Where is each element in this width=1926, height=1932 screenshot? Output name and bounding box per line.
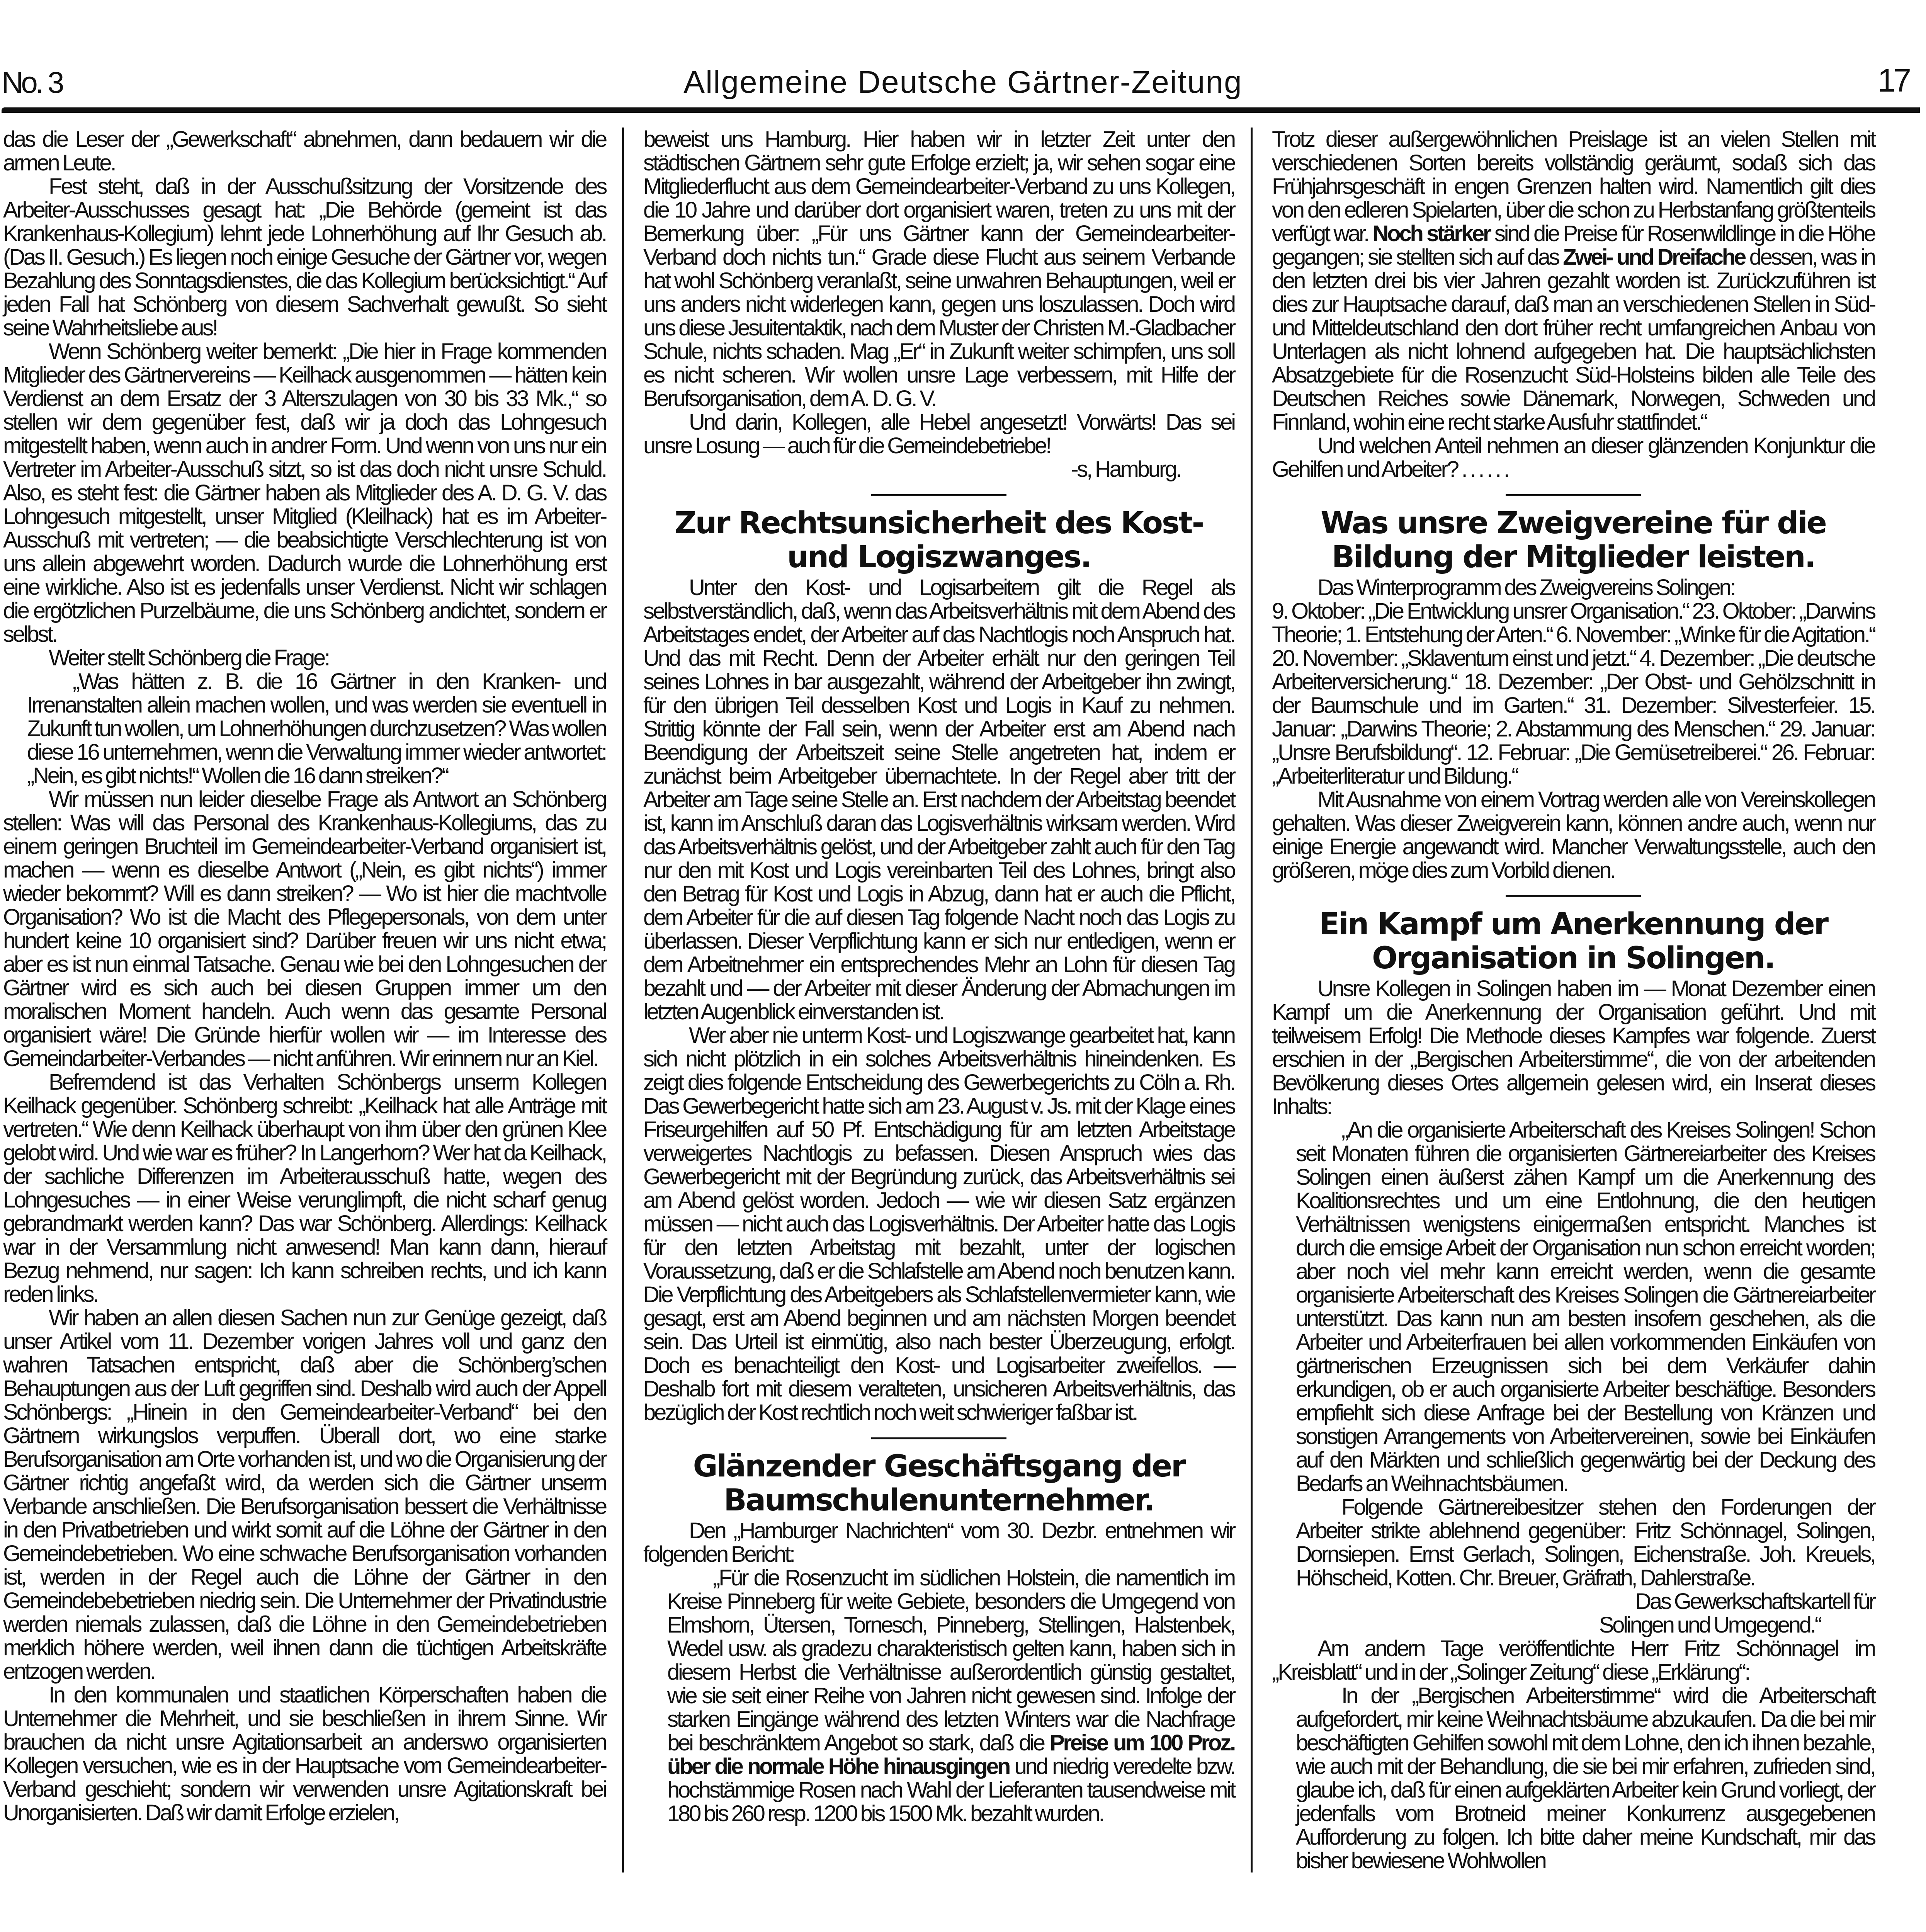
quote-signature: Das Gewerkschaftskartell für [1635,1589,1875,1614]
article-paragraph: Weiter stellt Schönberg die Frage: [49,645,329,670]
article-paragraph: Wer aber nie unterm Kost- und Logiszwange gearbeitet hat, kann sich nicht plötzlich in ein solches Arbeitsverhältnis hineindenken. Es zeigt dies folgende Entscheidung des Gewerbegerichts zu Cöln a. Rh. Das Gewerbegericht hatte sich am 23. August v. Js. mit der Klage eines Friseurgehilfen auf 50 Pf. Entschädigung für am letzten Arbeitstage verweigertes Nachtlogis zu befassen. Diesen Anspruch wies das Gewerbegericht mit der Begründung zurück, das Arbeitsverhältnis sei am Abend gelöst worden. Jedoch — wie wir diesen Satz ergänzen müssen — nicht auch das Logisverhältnis. Der Arbeiter hatte das Logis für den letzten Arbeitstag mit bezahlt, unter der logischen Voraussetzung, daß er die Schlafstelle am Abend noch benutzen kann. Die Verpflichtung des Arbeitgebers als Schlafstellenvermieter kann, wie gesagt, erst am Abend beginnen und am nächsten Morgen beendet sein. Das Urteil ist einmütig, also nach bester Überzeugung, erfolgt. Doch es benachteiligt den Kost- und Logisarbeiter zweifellos. — Deshalb fort mit diesem veralteten, unsicheren Arbeitsverhältnis, das bezüglich der Kost rechtlich noch weit schwieriger faßbar ist. [643,1023,1234,1425]
column-1 [3,128,606,1825]
quote-text: und niedrig veredelte bzw. hochstämmige Rosen nach Wahl der Lieferanten tausendweise mit 180 bis 260 resp. 1200 bis 1500 Mk. bezahlt wurden. [667,1754,1234,1826]
article-geschaeftsgang [643,1449,1234,1825]
article-paragraph: Am andern Tage veröffentlichte Herr Fritz Schönnagel im „Kreisblatt“ und in der „Solinger Zeitung“ diese „Erklärung“: [1272,1636,1875,1685]
quote-signature: Solingen und Umgegend.“ [1599,1612,1821,1638]
article-rechtsunsicherheit [643,506,1234,1424]
quote-text: sind die Preise für Rosenwildlinge in die Höhe gegangen; sie stellten sich auf das [1272,221,1875,270]
column-divider [1251,128,1253,1872]
masthead [0,0,1926,116]
column-divider [622,128,624,1872]
article-paragraph: Den „Hamburger Nachrichten“ vom 30. Dezbr. entnehmen wir folgenden Bericht: [643,1518,1234,1567]
page-number: 17 [1877,62,1909,99]
block-quote: In der „Bergischen Arbeiterstimme“ wird die Arbeiterschaft aufgefordert, mir keine Weihnachtsbäume abzukaufen. Da die bei mir beschäftigten Gehilfen sowohl mit dem Lohne, den ich ihnen bezahle, wie auch mit der Behandlung, die sie bei mir erfahren, zufrieden sind, glaube ich, daß für einen aufgeklärten Arbeiter kein Grund vorliegt, der jedenfalls vom Brotneid meiner Konkurrenz ausgegebenen Aufforderung zu folgen. Ich bitte daher meine Kundschaft, mir das bisher bewiesene Wohlwollen [1296,1683,1875,1873]
quote-text: Trotz dieser außergewöhnlichen Preislage ist an vielen Stellen mit verschiedenen Sorten bereits vollständig geräumt, sodaß sich das Frühjahrsgeschäft in engen Grenzen halten wird. Namentlich gilt dies von den edleren Spielarten, über die schon zu Herbstanfang größtenteils verfügt war. [1272,127,1875,246]
article-paragraph: Wir müssen nun leider dieselbe Frage als Antwort an Schönberg stellen: Was will das Personal des Krankenhaus-Kollegiums, das zu einem geringen Bruchteil im Gemeindearbeiter-Verband organisiert ist, machen — wenn es dieselbe Antwort („Nein, es gibt nichts“) immer wieder bekommt? Will es dann streiken? — Wo ist hier die machtvolle Organisation? Wo ist die Macht des Pflegepersonals, von dem unter hundert keine 10 organisiert sind? Darüber freuen wir uns nicht etwa; aber es ist nun einmal Tatsache. Genau wie bei den Lohngesuchen der Gärtner wird es sich auch bei diesen Gruppen immer um den moralischen Moment handeln. Auch wenn das gesamte Personal organisiert wäre! Die Gründe hierfür wollen wir — im Interesse des Gemeindarbeiter-Verbandes — nicht anführen. Wir erinnern nur an Kiel. [3,787,606,1071]
page-columns [0,128,1926,1872]
emphasis-text: Noch stärker [1372,221,1490,246]
article-continuation-paragraph: beweist uns Hamburg. Hier haben wir in letzter Zeit unter den städtischen Gärtnern sehr gute Erfolge erzielt; ja, wir sehen sogar eine Mitgliederflucht aus dem Gemeindearbeiter-Verband zu uns Kollegen, die 10 Jahre und darüber dort organisiert waren, treten zu uns mit der Bemerkung über: „Für uns Gärtner kann der Gemeindearbeiter-Verband doch nichts tun.“ Grade diese Flucht aus seinem Verbande hat wohl Schönberg veranlaßt, seine unwahren Behauptungen, weil er uns anders nicht widerlegen kann, gegen uns loszulassen. Doch wird uns diese Jesuitentaktik, nach dem Muster der Christen M.-Gladbacher Schule, nichts schaden. Mag „Er“ in Zukunft weiter schimpfen, uns soll es nicht scheren. Wir wollen unsre Lage verbessern, mit Hilfe der Berufsorganisation, dem A. D. G. V. [643,127,1234,411]
section-separator [1506,895,1641,897]
article-paragraph: Wir haben an allen diesen Sachen nun zur Genüge gezeigt, daß unser Artikel vom 11. Dezember vorigen Jahres voll und ganz den wahren Tatsachen entspricht, daß aber die Schönberg’schen Behauptungen aus der Luft gegriffen sind. Deshalb wird auch der Appell Schönbergs: „Hinein in den Gemeindearbeiter-Verband“ bei den Gärtnern wirkungslos verpuffen. Überall dort, wo eine starke Berufsorganisation am Orte vorhanden ist, und wo die Organisierung der Gärtner richtig angefaßt wird, da werden sich die Gärtner unserm Verbande anschließen. Die Berufsorganisation bessert die Verhältnisse in den Privatbetrieben und wirkt somit auf die Löhne der Gärtner in den Gemeindebetrieben. Wo eine schwache Berufsorganisation vorhanden ist, werden in der Regel auch die Löhne der Gärtner in den Gemeindebebetrieben niedrig sein. Die Unternehmer der Privatindustrie werden niemals zulassen, daß die Löhne in den Gemeindebetrieben merklich höhere werden, weil ihnen dann die tüchtigen Arbeitskräfte entzogen werden. [3,1305,606,1684]
headline: Was unsre Zweigvereine für die Bildung der Mitglieder leisten. [1321,506,1826,575]
article-paragraph: Und darin, Kollegen, alle Hebel angesetzt! Vorwärts! Das sei unsre Losung — auch für die Gemeindebetriebe! [643,410,1234,458]
block-quote: „Was hätten z. B. die 16 Gärtner in den Kranken- und Irrenanstalten allein machen wollen, und was werden sie eventuell in Zukunft tun wollen, um Lohnerhöhungen durchzusetzen? Was wollen diese 16 unternehmen, wenn die Verwaltung immer wieder antwortet: „Nein, es gibt nichts!“ Wollen die 16 dann streiken?“ [27,669,606,788]
article-paragraph: Und welchen Anteil nehmen an dieser glänzenden Konjunktur die Gehilfen und Arbeiter? . . . . . . [1272,433,1875,482]
headline: Glänzender Geschäftsgang der Baumschulenunternehmer. [693,1449,1185,1518]
article-paragraph: Unsre Kollegen in Solingen haben im — Monat Dezember einen Kampf um die Anerkennung der Organisation geführt. Und mit teilweisem Erfolg! Die Methode dieses Kampfes war folgende. Zuerst erschien in der „Bergischen Arbeiterstimme“, die von der arbeitenden Bevölkerung dieses Ortes allgemein gelesen wird, ein Inserat dieses Inhalts: [1272,976,1875,1119]
section-separator [1506,494,1641,496]
block-quote: Folgende Gärtnereibesitzer stehen den Forderungen der Arbeiter strikte ablehnend gegenüber: Fritz Schönnagel, Solingen, Dornsiepen. Ernst Gerlach, Solingen, Eichenstraße. Joh. Kreuels, Höhscheid, Kotten. Chr. Breuer, Gräfrath, Dahlerstraße. [1296,1495,1875,1590]
article-kampf-solingen [1272,907,1875,1872]
headline: Ein Kampf um Anerkennung der Organisation in Solingen. [1319,907,1828,976]
block-quote-continuation [1272,128,1875,434]
article-paragraph: Das Winterprogramm des Zweigvereins Solingen: [1317,575,1735,600]
article-paragraph: In den kommunalen und staatlichen Körperschaften haben die Unternehmer die Mehrheit, und sie beschließen in ihrem Sinne. Wir brauchen da nicht unsre Agitationsarbeit an anderswo organisierten Kollegen versuchen, wie es in der Hauptsache vom Gemeindearbeiter-Verband geschieht; sondern wir verwenden unsre Agitationskraft bei Unorganisierten. Daß wir damit Erfolge erzielen, [3,1682,606,1825]
newspaper-title: Allgemeine Deutsche Gärtner-Zeitung [683,65,1243,100]
author-signature: -s, Hamburg. [1071,457,1180,482]
emphasis-text: Zwei- und Dreifache [1563,245,1745,270]
block-quote: „An die organisierte Arbeiterschaft des Kreises Solingen! Schon seit Monaten führen die organisierten Gärtnereiarbeiter des Kreises Solingen einen äußerst zähen Kampf um die Anerkennung des Koalitionsrechtes und um eine Entlohnung, die den heutigen Verhältnissen wenigstens einigermaßen entspricht. Manches ist durch die emsige Arbeit der Organisation nun schon erreicht worden; aber noch viel mehr kann erreicht werden, wenn die gesamte organisierte Arbeiterschaft des Kreises Solingen die Gärtnereiarbeiter unterstützt. Das kann nun am besten insofern geschehen, als die Arbeiter und Arbeiterfrauen bei allen vorkommenden Einkäufen von gärtnerischen Erzeugnissen sich bei dem Verkäufer dahin erkundigen, ob er auch organisierte Arbeiter beschäftige. Besonders empfiehlt sich diese Anfrage bei der Bestellung von Kränzen und sonstigen Arrangements von Arbeitervereinen, sowie bei Einkäufen auf den Märkten und schließlich gegenwärtig bei der Deckung des Bedarfs an Weihnachtsbäumen. [1296,1117,1875,1496]
headline: Zur Rechtsunsicherheit des Kost- und Logiszwanges. [674,506,1204,575]
block-quote [643,1566,1234,1825]
column-2 [643,128,1234,1825]
quote-text: „Für die Rosenzucht im südlichen Holstein, die namentlich im Kreise Pinneberg für weite Gebiete, besonders die Umgegend von Elmshorn, Ütersen, Tornesch, Pinneberg, Stellingen, Halstenbek, Wedel usw. als gradezu charakteristisch gelten kann, haben sich in diesem Herbst die Verhältnisse außerordentlich günstig gestaltet, wie sie seit einer Reihe von Jahren nicht gewesen sind. Infolge der starken Eingänge während des letzten Winters war die Nachfrage bei beschränktem Angebot so stark, daß die [667,1565,1234,1755]
article-paragraph: Mit Ausnahme von einem Vortrag werden alle von Vereinskollegen gehalten. Was dieser Zweigverein kann, können andre auch, wenn nur einige Energie angewandt wird. Mancher Verwaltungsstelle, auch den größeren, möge dies zum Vorbild dienen. [1272,787,1875,883]
section-separator [871,494,1006,496]
issue-number: No. 3 [2,65,62,99]
article-paragraph: Unter den Kost- und Logisarbeitern gilt die Regel als selbstverständlich, daß, wenn das Arbeitsverhältnis mit dem Abend des Arbeitstages endet, der Arbeiter auf das Nachtlogis noch Anspruch hat. Und das mit Recht. Denn der Arbeiter erhält nur den geringen Teil seines Lohnes in bar ausgezahlt, während der Arbeitgeber ihn zwingt, für den übrigen Teil desselben Kost und Logis in Kauf zu nehmen. Strittig könnte der Fall sein, wenn der Arbeiter erst am Abend nach Beendigung der Arbeitszeit seine Stelle angetreten hat, indem er zunächst beim Arbeitgeber übernachtete. In der Regel aber tritt der Arbeiter am Tage seine Stelle an. Erst nachdem der Arbeitstag beendet ist, kann im Anschluß daran das Logisverhältnis wirksam werden. Wird das Arbeitsverhältnis gelöst, und der Arbeitgeber zahlt auch für den Tag nur den mit Kost und Logis vereinbarten Teil des Lohnes, bringt also den Betrag für Kost und Logis in Abzug, dann hat er auch die Pflicht, dem Arbeiter für die auf diesen Tag folgende Nacht noch das Logis zu überlassen. Dieser Verpflichtung kann er sich nur entledigen, wenn er dem Arbeitnehmer ein entsprechendes Mehr an Lohn für diesen Tag bezahlt und — der Arbeiter mit dieser Änderung der Abmachungen im letzten Augenblick einverstanden ist. [643,575,1234,1024]
article-paragraph: Fest steht, daß in der Ausschußsitzung der Vorsitzende des Arbeiter-Ausschusses gesagt hat: „Die Behörde (gemeint ist das Krankenhaus-Kollegium) lehnt jede Lohnerhöhung auf Ihr Gesuch ab. (Das II. Gesuch.) Es liegen noch einige Gesuche der Gärtner vor, wegen Bezahlung des Sonntagsdienstes, die das Kollegium berücksichtigt.“ Auf jeden Fall hat Schönberg von diesem Sachverhalt gewußt. So sieht seine Wahrheitsliebe aus! [3,174,606,340]
quote-text: dessen, was in den letzten drei bis vier Jahren gezahlt worden ist. Zurückzuführen ist dies zur Hauptsache darauf, daß man an verschiedenen Stellen in Süd- und Mitteldeutschland den dort früher recht umfangreichen Anbau von Unterlagen als nicht lohnend aufgegeben hat. Die hauptsächlichsten Absatzgebiete für die Rosenzucht Süd-Holsteins bilden alle Teile des Deutschen Reiches sowie Dänemark, Norwegen, Schweden und Finnland, wohin eine recht starke Ausfuhr stattfindet.“ [1272,245,1875,435]
article-zweigvereine [1272,506,1875,882]
section-separator [871,1437,1006,1439]
article-paragraph: Wenn Schönberg weiter bemerkt: „Die hier in Frage kommenden Mitglieder des Gärtnervereins — Keilhack ausgenommen — hätten kein Verdienst an dem Ersatz der 3 Alterszulagen von 30 bis 33 Mk.,“ so stellen wir dem gegenüber fest, daß wir ja doch das Lohngesuch mitgestellt haben, wenn auch in andrer Form. Und wenn von uns nur ein Vertreter im Arbeiter-Ausschuß sitzt, so ist das doch nicht unsre Schuld. Also, es steht fest: die Gärtner haben als Mitglieder des A. D. G. V. das Lohngesuch mitgestellt, unser Mitglied (Kleilhack) hat es im Arbeiter-Ausschuß mit vertreten; — die beabsichtigte Verschlechterung ist von uns allein abgewehrt worden. Dadurch wurde die Lohnerhöhung erst eine wirkliche. Also ist es jedenfalls unser Verdienst. Nicht wir schlagen die ergötzlichen Purzelbäume, die uns Schönberg andichtet, sondern er selbst. [3,339,606,647]
emphasis-text: Preise um 100 Proz. über die normale Höhe hinausgingen [667,1730,1234,1779]
column-3 [1272,128,1875,1872]
article-paragraph: Befremdend ist das Verhalten Schönbergs unserm Kollegen Keilhack gegenüber. Schönberg schreibt: „Keilhack hat alle Anträge mit vertreten.“ Wie denn Keilhack überhaupt von ihm über den grünen Klee gelobt wird. Und wie war es früher? In Langerhorn? Wer hat da Keilhack, der sachliche Differenzen im Arbeiterausschuß hatte, wegen des Lohngesuches — in einer Weise verunglimpft, die nicht scharf genug gebrandmarkt werden kann? Das war Schönberg. Allerdings: Keilhack war in der Versammlung nicht anwesend! Man kann dann, hierauf Bezug nehmend, nur sagen: Ich kann schreiben rechts, und ich kann reden links. [3,1070,606,1307]
masthead-rule [2,107,1920,113]
lecture-program: 9. Oktober: „Die Entwicklung unsrer Organisation.“ 23. Oktober: „Darwins Theorie; 1. Entstehung der Arten.“ 6. November: „Winke für die Agitation.“ 20. November: „Sklaventum einst und jetzt.“ 4. Dezember: „Die deutsche Arbeiterversicherung.“ 18. Dezember: „Der Obst- und Gehölzschnitt in der Baumschule und im Garten.“ 31. Dezember: Silvesterfeier. 15. Januar: „Darwins Theorie; 2. Abstammung des Menschen.“ 29. Januar: „Unsre Berufsbildung“. 12. Februar: „Die Gemüsetreiberei.“ 26. Februar: „Arbeiterliteratur und Bildung.“ [1272,599,1875,789]
article-continuation-paragraph: das die Leser der „Gewerkschaft“ abnehmen, dann bedauern wir die armen Leute. [3,127,606,175]
